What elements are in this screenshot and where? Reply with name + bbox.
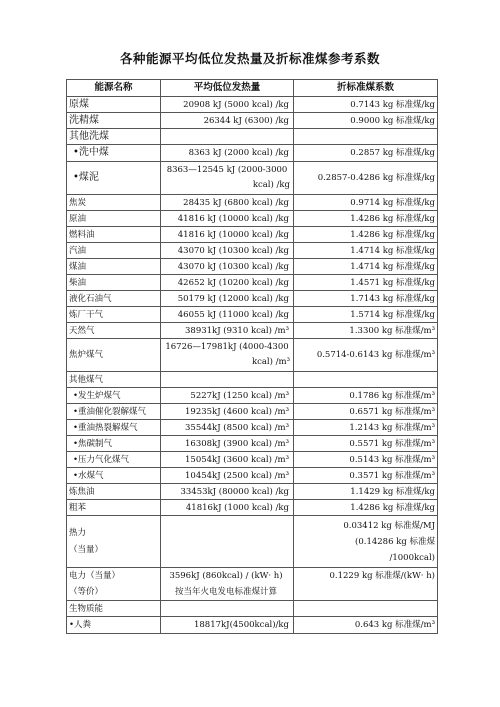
row-name-line1: 热力 bbox=[69, 527, 87, 538]
row-coef: 0.9000 kg 标准煤/kg bbox=[294, 113, 438, 129]
row-name: •发生炉煤气 bbox=[67, 388, 161, 404]
table-row bbox=[67, 339, 438, 372]
row-name-line2: （等价） bbox=[69, 587, 104, 597]
row-coef: 1.4286 kg 标准煤/kg bbox=[294, 227, 438, 243]
row-name: •煤泥 bbox=[67, 162, 161, 195]
row-coef: 0.643 kg 标准煤/m³ bbox=[294, 617, 438, 634]
row-coef: 1.1429 kg 标准煤/kg bbox=[294, 484, 438, 500]
row-heat bbox=[161, 372, 294, 388]
row-name: 原煤 bbox=[67, 97, 161, 113]
row-heat bbox=[161, 162, 294, 195]
row-name: 其他煤气 bbox=[67, 372, 161, 388]
row-name: 其他洗煤 bbox=[67, 129, 161, 145]
row-name: 液化石油气 bbox=[67, 291, 161, 307]
row-name: 天然气 bbox=[67, 323, 161, 339]
row-coef: 1.5714 kg 标准煤/kg bbox=[294, 307, 438, 323]
table-row bbox=[67, 291, 438, 307]
row-coef: 0.1786 kg 标准煤/m³ bbox=[294, 388, 438, 404]
table-row bbox=[67, 275, 438, 291]
table-row bbox=[67, 388, 438, 404]
table-row bbox=[67, 500, 438, 516]
row-coef-line3: /1000kcal) bbox=[389, 552, 435, 563]
row-heat: 28435 kJ (6800 kcal) /kg bbox=[161, 195, 294, 211]
row-coef: 1.7143 kg 标准煤/kg bbox=[294, 291, 438, 307]
row-coef: 1.3300 kg 标准煤/m³ bbox=[294, 323, 438, 339]
table-row bbox=[67, 452, 438, 468]
table-row bbox=[67, 617, 438, 634]
row-heat: 8363 kJ (2000 kcal) /kg bbox=[161, 145, 294, 162]
row-heat: 43070 kJ (10300 kcal) /kg bbox=[161, 243, 294, 259]
table-row-heat bbox=[67, 516, 438, 568]
table-row bbox=[67, 129, 438, 145]
table-row-power bbox=[67, 568, 438, 601]
row-coef: 0.6571 kg 标准煤/m³ bbox=[294, 404, 438, 420]
row-name: •焦碳制气 bbox=[67, 436, 161, 452]
row-coef-line2: (0.14286 kg 标准煤 bbox=[355, 536, 435, 547]
row-heat: 33453kJ (80000 kcal) /kg bbox=[161, 484, 294, 500]
row-coef bbox=[294, 516, 438, 568]
header-energy-name: 能源名称 bbox=[67, 80, 161, 97]
row-heat: 38931kJ (9310 kcal) /m³ bbox=[161, 323, 294, 339]
row-coef: 0.5571 kg 标准煤/m³ bbox=[294, 436, 438, 452]
row-heat bbox=[161, 129, 294, 145]
row-coef: 1.4571 kg 标准煤/kg bbox=[294, 275, 438, 291]
row-heat: 5227kJ (1250 kcal) /m³ bbox=[161, 388, 294, 404]
row-heat: 19235kJ (4600 kcal) /m³ bbox=[161, 404, 294, 420]
table-row bbox=[67, 145, 438, 162]
row-heat: 10454kJ (2500 kcal) /m³ bbox=[161, 468, 294, 484]
row-coef: 1.4286 kg 标准煤/kg bbox=[294, 211, 438, 227]
row-name: •重油催化裂解煤气 bbox=[67, 404, 161, 420]
page-title: 各种能源平均低位发热量及折标准煤参考系数 bbox=[119, 51, 380, 66]
row-heat: 41816 kJ (10000 kcal) /kg bbox=[161, 211, 294, 227]
row-heat: 41816kJ (1000 kcal) /kg bbox=[161, 500, 294, 516]
row-heat: 20908 kJ (5000 kcal) /kg bbox=[161, 97, 294, 113]
row-coef: 0.3571 kg 标准煤/m³ bbox=[294, 468, 438, 484]
row-name-line2: （当量） bbox=[69, 544, 104, 555]
row-coef: 0.2857 kg 标准煤/kg bbox=[294, 145, 438, 162]
row-heat bbox=[161, 516, 294, 568]
row-heat: 16308kJ (3900 kcal) /m³ bbox=[161, 436, 294, 452]
row-name: •压力气化煤气 bbox=[67, 452, 161, 468]
table-row bbox=[67, 601, 438, 617]
row-name: 炼焦油 bbox=[67, 484, 161, 500]
energy-coefficient-table bbox=[66, 79, 438, 634]
row-name: 炼厂干气 bbox=[67, 307, 161, 323]
row-heat bbox=[161, 568, 294, 601]
row-coef bbox=[294, 601, 438, 617]
row-name bbox=[67, 568, 161, 601]
row-heat: 18817kJ(4500kcal)/kg bbox=[161, 617, 294, 634]
row-name: 生物质能 bbox=[67, 601, 161, 617]
row-heat: 15054kJ (3600 kcal) /m³ bbox=[161, 452, 294, 468]
table-row bbox=[67, 162, 438, 195]
row-heat: 50179 kJ (12000 kcal) /kg bbox=[161, 291, 294, 307]
table-row bbox=[67, 420, 438, 436]
row-coef: 1.4714 kg 标准煤/kg bbox=[294, 243, 438, 259]
row-heat-line1: 3596kJ (860kcal) / (kW· h) bbox=[169, 571, 283, 581]
row-coef: 1.4286 kg 标准煤/kg bbox=[294, 500, 438, 516]
header-heat-value: 平均低位发热量 bbox=[161, 80, 294, 97]
row-name: 煤油 bbox=[67, 259, 161, 275]
row-heat: 35544kJ (8500 kcal) /m³ bbox=[161, 420, 294, 436]
row-coef: 0.2857-0.4286 kg 标准煤/kg bbox=[294, 162, 438, 195]
row-coef: 1.4714 kg 标准煤/kg bbox=[294, 259, 438, 275]
row-coef: 0.9714 kg 标准煤/kg bbox=[294, 195, 438, 211]
table-row bbox=[67, 97, 438, 113]
row-heat: 42652 kJ (10200 kcal) /kg bbox=[161, 275, 294, 291]
row-heat: 46055 kJ (11000 kcal) /kg bbox=[161, 307, 294, 323]
row-name: 粗苯 bbox=[67, 500, 161, 516]
row-name: 焦炉煤气 bbox=[67, 339, 161, 372]
row-coef bbox=[294, 372, 438, 388]
table-header-row bbox=[67, 80, 438, 97]
row-name: •人粪 bbox=[67, 617, 161, 634]
row-name: 柴油 bbox=[67, 275, 161, 291]
table-row bbox=[67, 195, 438, 211]
row-heat bbox=[161, 339, 294, 372]
row-name: 洗精煤 bbox=[67, 113, 161, 129]
row-heat: 26344 kJ (6300) /kg bbox=[161, 113, 294, 129]
row-heat bbox=[161, 601, 294, 617]
row-coef: 0.7143 kg 标准煤/kg bbox=[294, 97, 438, 113]
row-coef: 0.5714-0.6143 kg 标准煤/m³ bbox=[294, 339, 438, 372]
row-heat: 41816 kJ (10000 kcal) /kg bbox=[161, 227, 294, 243]
table-row bbox=[67, 436, 438, 452]
row-coef bbox=[294, 129, 438, 145]
row-name bbox=[67, 516, 161, 568]
row-name: 燃料油 bbox=[67, 227, 161, 243]
row-coef: 1.2143 kg 标准煤/m³ bbox=[294, 420, 438, 436]
row-heat: 43070 kJ (10300 kcal) /kg bbox=[161, 259, 294, 275]
row-name: 原油 bbox=[67, 211, 161, 227]
table-row bbox=[67, 227, 438, 243]
row-coef-line1: 0.03412 kg 标准煤/MJ bbox=[343, 520, 435, 531]
row-heat-line1: 8363—12545 kJ (2000-3000 bbox=[166, 165, 288, 175]
table-row bbox=[67, 307, 438, 323]
row-name: •重油热裂解煤气 bbox=[67, 420, 161, 436]
table-row bbox=[67, 323, 438, 339]
row-name: 汽油 bbox=[67, 243, 161, 259]
row-name: •洗中煤 bbox=[67, 145, 161, 162]
row-name: 焦炭 bbox=[67, 195, 161, 211]
table-row bbox=[67, 113, 438, 129]
header-coefficient: 折标准煤系数 bbox=[294, 80, 438, 97]
row-coef: 0.5143 kg 标准煤/m³ bbox=[294, 452, 438, 468]
table-row bbox=[67, 243, 438, 259]
table-row bbox=[67, 484, 438, 500]
row-heat-line2: kcal) /m³ bbox=[251, 357, 290, 367]
row-heat-line1: 16726—17981kJ (4000-4300 bbox=[165, 342, 289, 352]
row-heat-line2: kcal) /kg bbox=[252, 180, 290, 190]
row-name: •水煤气 bbox=[67, 468, 161, 484]
table-row bbox=[67, 211, 438, 227]
table-row bbox=[67, 404, 438, 420]
row-heat-line2: 按当年火电发电标准煤计算 bbox=[174, 587, 277, 597]
row-coef: 0.1229 kg 标准煤/(kW· h) bbox=[294, 568, 438, 601]
table-row bbox=[67, 259, 438, 275]
table-row bbox=[67, 372, 438, 388]
row-name-line1: 电力（当量） bbox=[69, 571, 121, 581]
table-row bbox=[67, 468, 438, 484]
